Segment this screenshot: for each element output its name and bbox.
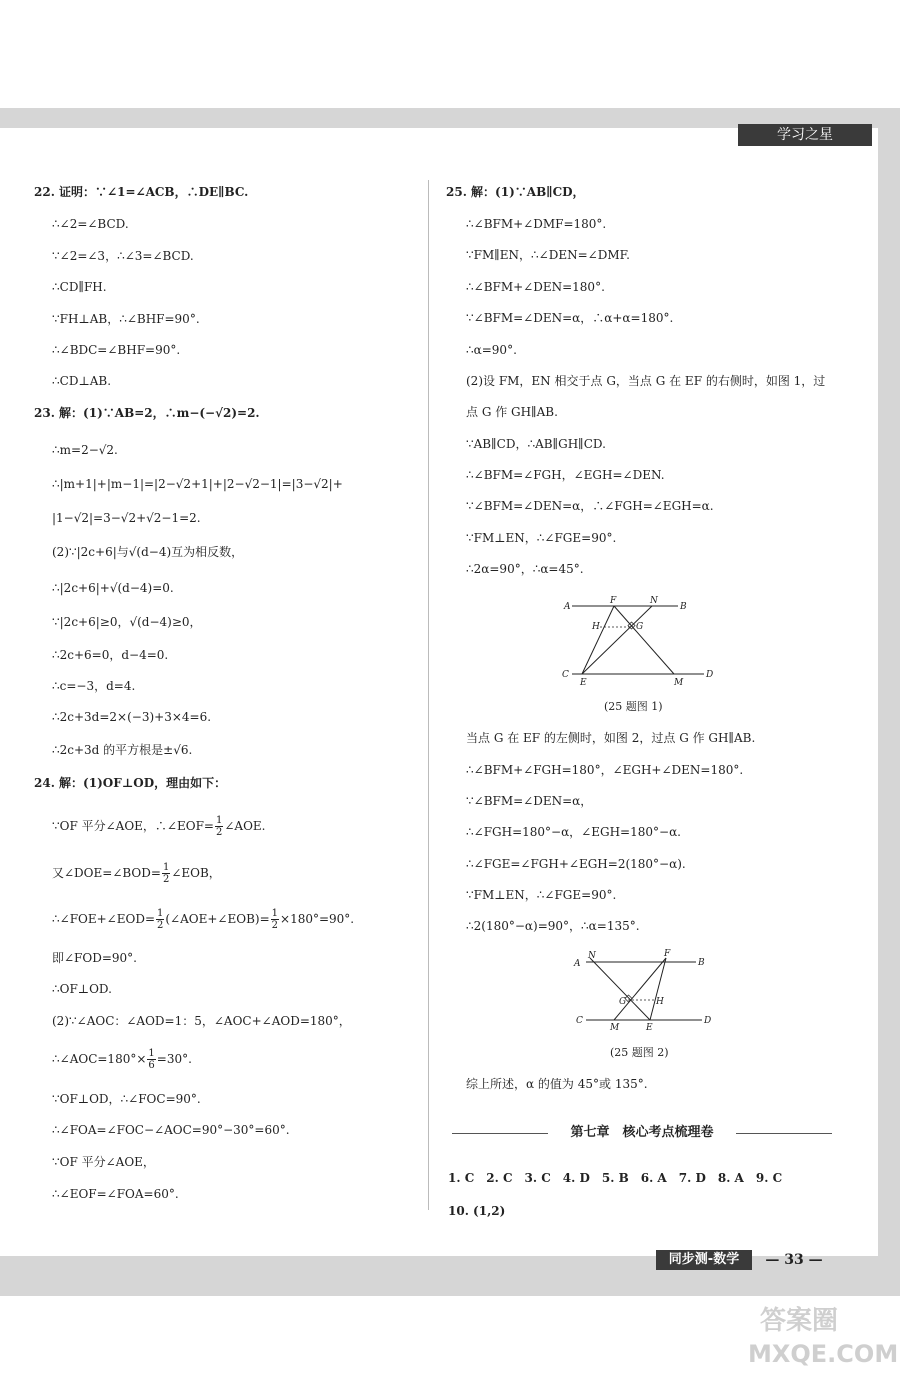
left-text-line: ∵OF⊥OD，∴∠FOC=90°. [52,1092,201,1106]
section-rule-right [736,1133,832,1134]
left-text-line: ∵∠2=∠3，∴∠3=∠BCD. [52,249,194,263]
right-text-line: 点 G 作 GH∥AB. [466,405,558,419]
right-text-line: ∴α=90°. [466,343,517,357]
figure-2-caption: (25 题图 2) [610,1046,669,1059]
watermark-logo: 答案圈 [760,1306,839,1336]
page-number: — 33 — [765,1252,823,1268]
left-text-line: ∴∠2=∠BCD. [52,217,129,231]
right-text-line: ∴2(180°−α)=90°，∴α=135°. [466,919,640,933]
fig1-label-g: G [636,622,644,632]
left-text-line: 23. 解：(1)∵AB=2，∴m−(−√2)=2. [34,406,260,420]
brand-tag: 学习之星 [738,124,872,146]
right-text-line: 1. C 2. C 3. C 4. D 5. B 6. A 7. D 8. A 9. C [448,1171,783,1185]
fraction-line-2: 又∠DOE=∠BOD= $\frac{1}{2}$ ∠EOB， [52,862,221,885]
fig1-label-c: C [562,670,569,680]
fig2-label-n: N [588,951,596,961]
right-text-line: (2)设 FM，EN 相交于点 G，当点 G 在 EF 的右侧时，如图 1，过 [466,374,826,388]
right-text-line: ∵AB∥CD，∴AB∥GH∥CD. [466,437,606,451]
left-text-line: ∴OF⊥OD. [52,982,112,996]
fig1-label-d: D [706,670,714,680]
fig2-label-h: H [656,997,664,1007]
left-text-line: ∵FH⊥AB，∴∠BHF=90°. [52,312,200,326]
right-text-line: ∴∠FGH=180°−α，∠EGH=180°−α. [466,825,681,839]
right-text-line: ∵∠BFM=∠DEN=α，∴α+α=180°. [466,311,674,325]
left-text-line: ∴c=−3，d=4. [52,679,136,693]
right-text-line: ∴∠FGE=∠FGH+∠EGH=2(180°−α). [466,857,686,871]
right-text-line: ∴∠BFM+∠FGH=180°，∠EGH+∠DEN=180°. [466,763,744,777]
fig1-label-b: B [680,602,687,612]
fig1-label-n: N [650,596,658,606]
left-text-line: ∴∠EOF=∠FOA=60°. [52,1187,179,1201]
figure-1-diagram [556,596,716,688]
right-text-line: 10. (1,2) [448,1204,506,1218]
left-text-line: ∴2c+3d 的平方根是±√6. [52,743,193,757]
fig2-label-m: M [610,1023,620,1033]
right-text-line: 25. 解：(1)∵AB∥CD， [446,185,585,199]
figure-1-caption: (25 题图 1) [604,700,663,713]
right-text-line: ∵FM∥EN，∴∠DEN=∠DMF. [466,248,630,262]
fig1-label-e: E [580,678,587,688]
fig1-label-h: H [592,622,600,632]
left-text-line: (2)∵∠AOC：∠AOD=1：5，∠AOC+∠AOD=180°， [52,1014,351,1028]
right-text-line: ∵FM⊥EN，∴∠FGE=90°. [466,531,617,545]
fig2-label-a: A [574,959,581,969]
figure-2-diagram [570,948,720,1034]
left-text-line: 24. 解：(1)OF⊥OD，理由如下： [34,776,227,790]
right-band [878,108,900,1258]
left-text-line: (2)∵|2c+6|与√(d−4)互为相反数， [52,545,244,559]
fraction-line-1: ∵OF 平分∠AOE，∴∠EOF= $\frac{1}{2}$ ∠AOE. [52,815,266,838]
right-text-line: ∴∠BFM=∠FGH，∠EGH=∠DEN. [466,468,665,482]
left-text-line: |1−√2|=3−√2+√2−1=2. [52,511,201,525]
fig2-label-f: F [664,949,671,959]
left-text-line: ∵OF 平分∠AOE， [52,1155,155,1169]
left-text-line: 即∠FOD=90°. [52,951,137,965]
left-text-line: ∴CD∥FH. [52,280,107,294]
right-text-line: 综上所述，α 的值为 45°或 135°. [466,1077,648,1091]
fig2-label-g: G [619,997,627,1007]
right-text-line: 当点 G 在 EF 的左侧时，如图 2，过点 G 作 GH∥AB. [466,731,756,745]
left-text-line: ∴2c+6=0，d−4=0. [52,648,169,662]
right-text-line: ∵∠BFM=∠DEN=α，∴∠FGH=∠EGH=α. [466,499,714,513]
section-rule-left [452,1133,548,1134]
left-text-line: ∴∠BDC=∠BHF=90°. [52,343,181,357]
fraction-line-3: ∴∠FOE+∠EOD= $\frac{1}{2}$ (∠AOE+∠EOB)= $\frac{1}{2}$ ×180°=90°. [52,908,355,931]
column-divider [428,180,429,1210]
right-text-line: ∵∠BFM=∠DEN=α， [466,794,593,808]
left-text-line: ∴m=2−√2. [52,443,118,457]
left-text-line: ∴∠FOA=∠FOC−∠AOC=90°−30°=60°. [52,1123,290,1137]
left-text-line: ∴2c+3d=2×(−3)+3×4=6. [52,710,212,724]
section-title: 第七章 核心考点梳理卷 [452,1124,832,1142]
fig2-label-d: D [704,1016,712,1026]
book-tag: 同步测-数学 [656,1250,752,1270]
fig2-label-e: E [646,1023,653,1033]
right-text-line: ∴∠BFM+∠DMF=180°. [466,217,607,231]
fig1-label-m: M [674,678,684,688]
right-text-line: ∴2α=90°，∴α=45°. [466,562,584,576]
fig2-label-b: B [698,958,705,968]
fig2-label-c: C [576,1016,583,1026]
fig1-label-f: F [610,596,617,606]
watermark-url: MXQE.COM [748,1340,899,1368]
left-text-line: ∵|2c+6|≥0，√(d−4)≥0， [52,615,202,629]
left-text-line: ∴|2c+6|+√(d−4)=0. [52,581,174,595]
fraction-line-4: ∴∠AOC=180°× $\frac{1}{6}$ =30°. [52,1048,192,1071]
left-text-line: 22. 证明：∵∠1=∠ACB，∴DE∥BC. [34,185,249,199]
fig1-label-a: A [564,602,571,612]
right-text-line: ∵FM⊥EN，∴∠FGE=90°. [466,888,617,902]
left-text-line: ∴CD⊥AB. [52,374,112,388]
right-text-line: ∴∠BFM+∠DEN=180°. [466,280,605,294]
left-text-line: ∴|m+1|+|m−1|=|2−√2+1|+|2−√2−1|=|3−√2|+ [52,477,343,491]
